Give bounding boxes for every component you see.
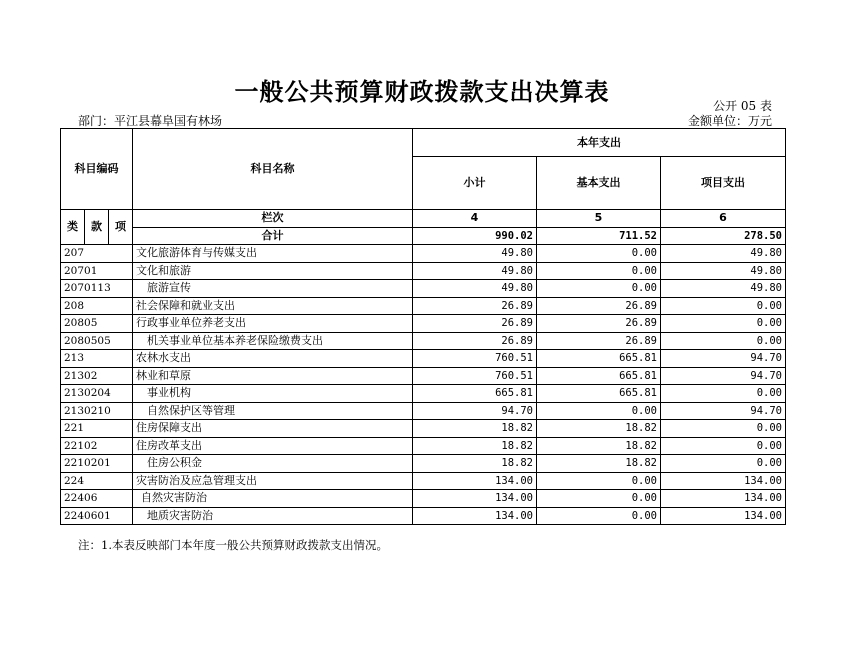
row-project: 94.70	[661, 402, 786, 420]
table-row	[61, 332, 786, 350]
row-basic: 18.82	[537, 420, 661, 438]
row-project: 49.80	[661, 245, 786, 263]
table-row	[61, 280, 786, 298]
table-row	[61, 350, 786, 368]
row-code: 22406	[61, 490, 133, 508]
row-name: 自然保护区等管理	[133, 402, 413, 420]
row-subtotal: 134.00	[413, 490, 537, 508]
row-code: 21302	[61, 367, 133, 385]
header-column-index: 栏次	[133, 210, 413, 228]
row-basic: 665.81	[537, 367, 661, 385]
header-col-6: 6	[661, 210, 786, 228]
header-col-4: 4	[413, 210, 537, 228]
row-name: 旅游宣传	[133, 280, 413, 298]
row-project: 0.00	[661, 297, 786, 315]
row-subtotal: 18.82	[413, 437, 537, 455]
row-basic: 665.81	[537, 385, 661, 403]
table-row	[61, 245, 786, 263]
row-name: 地质灾害防治	[133, 507, 413, 525]
table-row	[61, 437, 786, 455]
row-project: 94.70	[661, 350, 786, 368]
table-row	[61, 297, 786, 315]
table-row	[61, 262, 786, 280]
row-subtotal: 18.82	[413, 455, 537, 473]
row-project: 0.00	[661, 455, 786, 473]
department-label: 部门：平江县幕阜国有林场	[78, 114, 223, 128]
row-code: 221	[61, 420, 133, 438]
row-subtotal: 94.70	[413, 402, 537, 420]
row-basic: 18.82	[537, 437, 661, 455]
row-project: 0.00	[661, 332, 786, 350]
row-code: 208	[61, 297, 133, 315]
footnote: 注：1.本表反映部门本年度一般公共预算财政拨款支出情况。	[78, 538, 388, 552]
row-name: 事业机构	[133, 385, 413, 403]
header-project: 项目支出	[661, 157, 786, 210]
total-row	[61, 227, 786, 245]
row-name: 行政事业单位养老支出	[133, 315, 413, 333]
row-subtotal: 26.89	[413, 332, 537, 350]
row-code: 2210201	[61, 455, 133, 473]
row-name: 林业和草原	[133, 367, 413, 385]
row-project: 0.00	[661, 315, 786, 333]
row-name: 住房改革支出	[133, 437, 413, 455]
row-name: 灾害防治及应急管理支出	[133, 472, 413, 490]
row-code: 213	[61, 350, 133, 368]
table-row	[61, 472, 786, 490]
header-name: 科目名称	[133, 129, 413, 210]
row-subtotal: 134.00	[413, 472, 537, 490]
row-basic: 0.00	[537, 507, 661, 525]
row-basic: 26.89	[537, 315, 661, 333]
row-code: 2130210	[61, 402, 133, 420]
row-project: 49.80	[661, 262, 786, 280]
row-subtotal: 26.89	[413, 315, 537, 333]
row-project: 49.80	[661, 280, 786, 298]
row-code: 20701	[61, 262, 133, 280]
row-basic: 0.00	[537, 262, 661, 280]
total-basic: 711.52	[537, 227, 661, 245]
row-code: 20805	[61, 315, 133, 333]
row-name: 住房保障支出	[133, 420, 413, 438]
header-current-year: 本年支出	[413, 129, 786, 157]
row-project: 94.70	[661, 367, 786, 385]
row-code: 207	[61, 245, 133, 263]
form-number: 公开 05 表	[713, 99, 772, 113]
amount-unit-label: 金额单位：万元	[687, 114, 772, 128]
row-code: 2070113	[61, 280, 133, 298]
table-row	[61, 315, 786, 333]
row-subtotal: 18.82	[413, 420, 537, 438]
header-code: 科目编码	[61, 129, 133, 210]
table-row	[61, 490, 786, 508]
row-basic: 665.81	[537, 350, 661, 368]
expenditure-table	[60, 128, 786, 525]
table-row	[61, 385, 786, 403]
row-subtotal: 26.89	[413, 297, 537, 315]
total-subtotal: 990.02	[413, 227, 537, 245]
row-name: 文化旅游体育与传媒支出	[133, 245, 413, 263]
row-project: 134.00	[661, 472, 786, 490]
row-code: 2240601	[61, 507, 133, 525]
row-basic: 0.00	[537, 402, 661, 420]
row-project: 0.00	[661, 385, 786, 403]
table-row	[61, 420, 786, 438]
row-name: 自然灾害防治	[133, 490, 413, 508]
header-lei: 类	[61, 210, 85, 245]
row-code: 224	[61, 472, 133, 490]
row-basic: 0.00	[537, 245, 661, 263]
row-name: 文化和旅游	[133, 262, 413, 280]
row-basic: 0.00	[537, 280, 661, 298]
header-kuan: 款	[85, 210, 109, 245]
row-subtotal: 49.80	[413, 262, 537, 280]
row-name: 住房公积金	[133, 455, 413, 473]
row-subtotal: 760.51	[413, 367, 537, 385]
table-row	[61, 402, 786, 420]
row-basic: 0.00	[537, 490, 661, 508]
total-project: 278.50	[661, 227, 786, 245]
row-basic: 0.00	[537, 472, 661, 490]
table-row	[61, 455, 786, 473]
row-basic: 26.89	[537, 297, 661, 315]
row-name: 社会保障和就业支出	[133, 297, 413, 315]
row-code: 2080505	[61, 332, 133, 350]
header-col-5: 5	[537, 210, 661, 228]
row-project: 0.00	[661, 437, 786, 455]
row-subtotal: 760.51	[413, 350, 537, 368]
header-subtotal: 小计	[413, 157, 537, 210]
row-code: 22102	[61, 437, 133, 455]
row-basic: 26.89	[537, 332, 661, 350]
row-project: 0.00	[661, 420, 786, 438]
header-basic: 基本支出	[537, 157, 661, 210]
row-subtotal: 665.81	[413, 385, 537, 403]
report-title: 一般公共预算财政拨款支出决算表	[234, 78, 610, 106]
table-row	[61, 367, 786, 385]
row-project: 134.00	[661, 507, 786, 525]
row-project: 134.00	[661, 490, 786, 508]
table-row	[61, 507, 786, 525]
row-subtotal: 134.00	[413, 507, 537, 525]
row-subtotal: 49.80	[413, 245, 537, 263]
total-label: 合计	[133, 227, 413, 245]
row-code: 2130204	[61, 385, 133, 403]
row-name: 农林水支出	[133, 350, 413, 368]
row-basic: 18.82	[537, 455, 661, 473]
row-name: 机关事业单位基本养老保险缴费支出	[133, 332, 413, 350]
row-subtotal: 49.80	[413, 280, 537, 298]
header-xiang: 项	[109, 210, 133, 245]
